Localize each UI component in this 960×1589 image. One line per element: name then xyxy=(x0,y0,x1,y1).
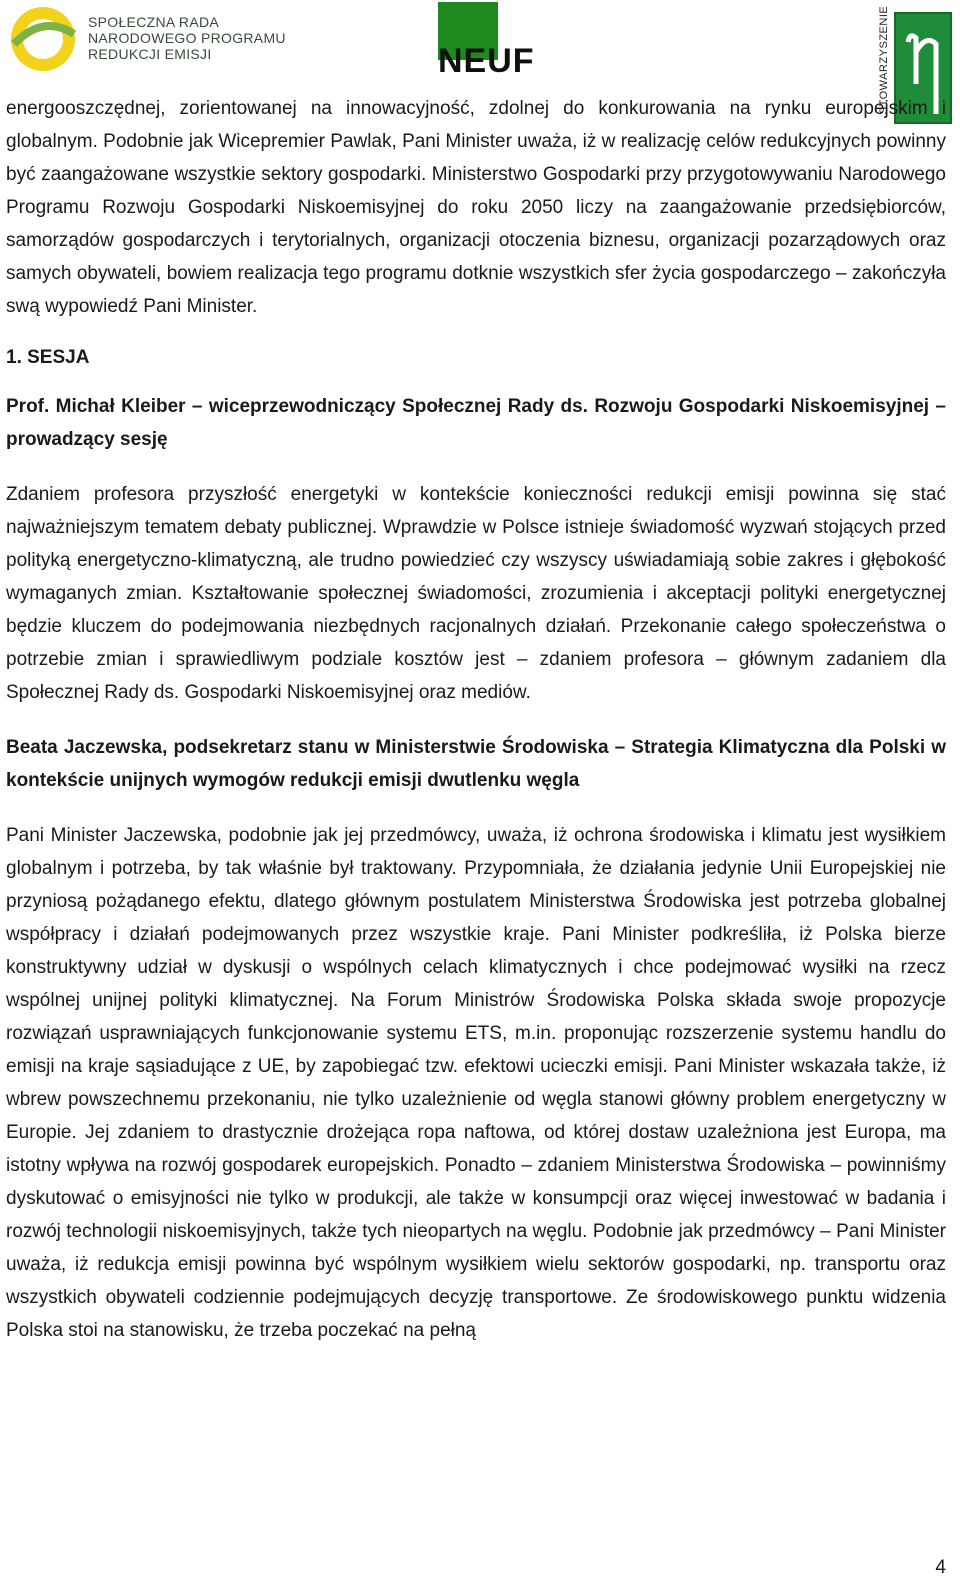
kleiber-paragraph: Zdaniem profesora przyszłość energetyki w kontekście konieczności redukcji emisji powinna się stać najważniejszym tematem debaty publicznej. Wprawdzie w Polsce istnieje świadomość wyzwań stojących przed polityką energetyczno-klimatyczną, ale trudno powiedzieć czy wszyscy uświadamiają sobie zakres i głębokość wymaganych zmian. Kształtowanie społecznej świadomości, zrozumienia i akceptacji polityki energetycznej będzie kluczem do podejmowania niezbędnych racjonalnych działań. Przekonanie całego społeczeństwa o potrzebie zmian i sprawiedliwym podziale kosztów jest – zdaniem profesora – głównym zadaniem dla Społecznej Rady ds. Gospodarki Niskoemisyjnej oraz mediów. xyxy=(6,484,946,703)
intro-paragraph: energooszczędnej, zorientowanej na innowacyjność, zdolnej do konkurowania na rynku europejskim i globalnym. Podobnie jak Wicepremier Pawlak, Pani Minister uważa, iż w realizację celów redukcyjnych powinny być zaangażowane wszystkie sektory gospodarki. Ministerstwo Gospodarki przy przygotowywaniu Narodowego Programu Rozwoju Gospodarki Niskoemisyjnej do roku 2050 liczy na zaangażowanie przedsiębiorców, samorządów gospodarczych i terytorialnych, organizacji otoczenia biznesu, organizacji pozarządowych oraz samych obywateli, bowiem realizacja tego programu dotknie wszystkich sfer życia gospodarczego – zakończyła swą wypowiedź Pani Minister. xyxy=(6,98,946,317)
logo-ring-icon xyxy=(6,4,80,74)
neuf-wordmark: NEUF xyxy=(438,42,535,80)
logo-line-2: NARODOWEGO PROGRAMU xyxy=(88,30,286,46)
neuf-logo xyxy=(438,2,538,84)
logo-line-1: SPOŁECZNA RADA xyxy=(88,14,220,30)
jaczewska-heading: Beata Jaczewska, podsekretarz stanu w Ministerstwie Środowiska – Strategia Klimatyczna dla Polski w kontekście unijnych wymogów redukcji emisji dwutlenku węgla xyxy=(6,737,946,791)
kleiber-heading: Prof. Michał Kleiber – wiceprzewodniczący Społecznej Rady ds. Rozwoju Gospodarki Niskoemisyjnej – prowadzący sesję xyxy=(6,396,946,450)
document-body xyxy=(6,92,946,1347)
page-header xyxy=(0,0,960,115)
page-number: 4 xyxy=(935,1557,946,1578)
stowarzyszenie-label: STOWARZYSZENIE xyxy=(878,5,890,115)
jaczewska-paragraph: Pani Minister Jaczewska, podobnie jak jej przedmówcy, uważa, iż ochrona środowiska i klimatu jest wysiłkiem globalnym i potrzeba, by tak właśnie był traktowany. Przypomniała, że działania jedynie Unii Europejskiej nie przyniosą pożądanego efektu, dlatego głównym postulatem Ministerstwa Środowiska jest potrzeba globalnej współpracy i działań podejmowanych przez wszystkie kraje. Pani Minister podkreśliła, iż Polska bierze konstruktywny udział w dyskusji o wspólnych celach klimatycznych i chce podejmować wysiłki na rzecz wspólnej unijnej polityki klimatycznej. Na Forum Ministrów Środowiska Polska składa swoje propozycje rozwiązań usprawniających funkcjonowanie systemu ETS, m.in. proponując rozszerzenie systemu handlu do emisji na kraje sąsiadujące z UE, by zapobiegać tzw. efektowi ucieczki emisji. Pani Minister wskazała także, iż wbrew powszechnemu przekonaniu, nie tylko uzależnienie od węgla stanowi główny problem energetyczny w Europie. Jej zdaniem to drastycznie drożejąca ropa naftowa, od której dostaw uzależniona jest Europa, ma istotny wpływa na rozwój gospodarek europejskich. Ponadto – zdaniem Ministerstwa Środowiska – powinniśmy dyskutować o emisyjności nie tylko w produkcji, ale także w konsumpcji oraz więcej inwestować w badania i rozwój technologii niskoemisyjnych, także tych nieopartych na węglu. Podobnie jak przedmówcy – Pani Minister uważa, iż redukcja emisji powinna być wspólnym wysiłkiem wielu sektorów gospodarki, np. transportu oraz wszystkich obywateli codziennie podejmujących decyzję transportowe. Ze środowiskowego punktu widzenia Polska stoi na stanowisku, że trzeba poczekać na pełną xyxy=(6,825,946,1341)
logo-line-3: REDUKCJI EMISJI xyxy=(88,46,212,62)
srnpre-logo xyxy=(6,4,286,74)
session-title: 1. SESJA xyxy=(6,347,90,368)
